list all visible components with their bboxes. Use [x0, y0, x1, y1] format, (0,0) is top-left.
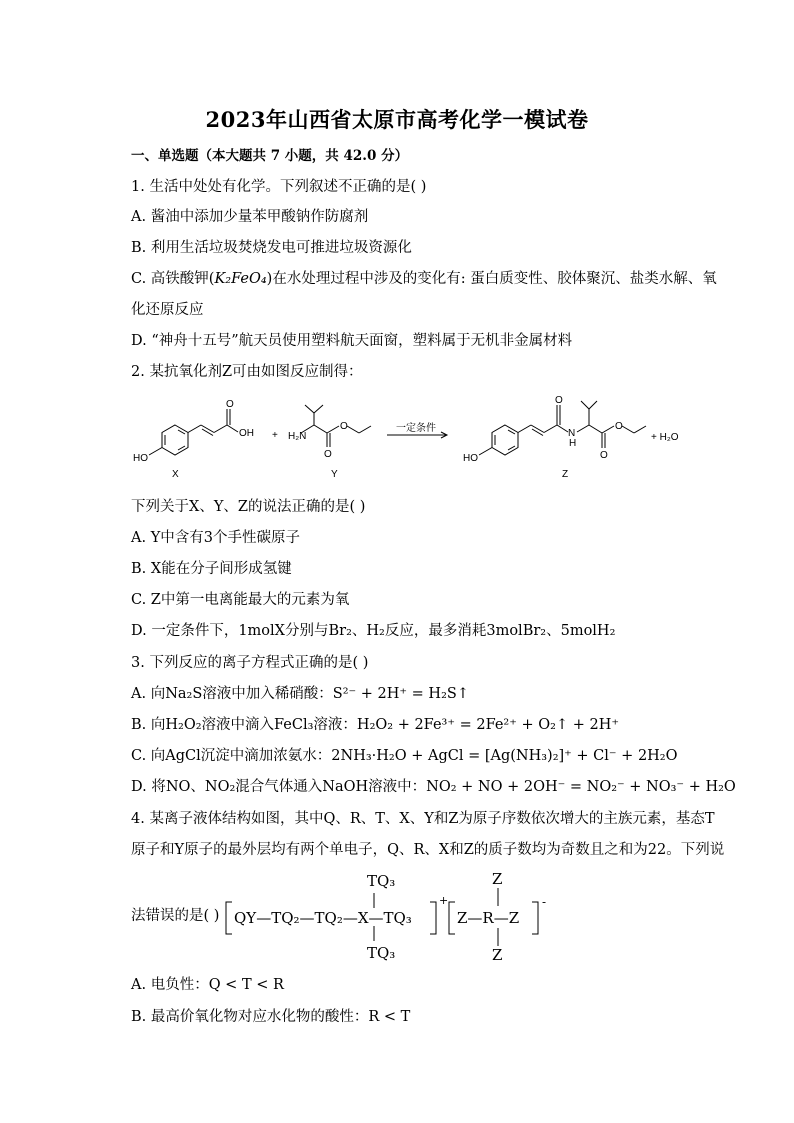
- q1-option-c-continued: 化还原反应: [131, 302, 204, 318]
- q1-option-b: B. 利用生活垃圾焚烧发电可推进垃圾资源化: [131, 240, 412, 256]
- q2-option-c: C. Z中第一电离能最大的元素为氧: [131, 592, 350, 608]
- struct-anion-bottom: Z: [492, 946, 503, 964]
- q4-stem-line2: 原子和Y原子的最外层均有两个单电子，Q、R、X和Z的质子数均为奇数且之和为22。下列说: [131, 842, 725, 858]
- q4-stem-line3: 法错误的是( ): [131, 908, 220, 924]
- struct-anion-middle: Z—R—Z: [457, 909, 520, 927]
- q4-option-b: B. 最高价氧化物对应水化物的酸性：R < T: [131, 1009, 411, 1025]
- q1-option-d: D. “神舟十五号”航天员使用塑料航天面窗，塑料属于无机非金属材料: [131, 333, 573, 349]
- q2-option-a: A. Y中含有3个手性碳原子: [131, 530, 300, 546]
- struct-cation-chain: QY—TQ₂—TQ₂—X—TQ₃: [234, 909, 412, 927]
- q2-question: 下列关于X、Y、Z的说法正确的是( ): [131, 499, 366, 515]
- page-title: 2023年山西省太原市高考化学一模试卷: [205, 107, 589, 132]
- reaction-condition: 一定条件: [396, 423, 436, 434]
- x-phenol-label: HO: [133, 453, 148, 464]
- z-amide-n-label: N: [568, 428, 576, 439]
- struct-cation-charge: +: [439, 894, 449, 907]
- struct-anion-charge: -: [542, 895, 547, 909]
- q1-option-c-formula: K₂FeO₄: [214, 271, 267, 287]
- q3-option-b: B. 向H₂O₂溶液中滴入FeCl₃溶液：H₂O₂ + 2Fe³⁺ = 2Fe²⁺ + O₂↑ + 2H⁺: [131, 717, 620, 733]
- q4-option-a: A. 电负性：Q < T < R: [131, 977, 284, 993]
- water-product: + H₂O: [651, 432, 679, 443]
- y-carbonyl-o-label: O: [324, 449, 332, 460]
- z-carbonyl-o-label: O: [600, 450, 608, 461]
- section-heading: 一、单选题（本大题共 7 小题，共 42.0 分）: [131, 148, 409, 164]
- z-amide-o-label: O: [555, 395, 563, 406]
- z-phenol-label: HO: [463, 453, 478, 464]
- q3-option-c: C. 向AgCl沉淀中滴加浓氨水：2NH₃·H₂O + AgCl = [Ag(NH₃)₂]⁺ + Cl⁻ + 2H₂O: [131, 748, 678, 764]
- x-hydroxyl-label: OH: [239, 428, 254, 439]
- x-carbonyl-o-label: O: [226, 399, 234, 410]
- ionic-liquid-structure: [222, 868, 562, 968]
- x-compound-label: X: [172, 469, 179, 480]
- q1-option-c: [131, 269, 717, 289]
- reaction-scheme: [125, 395, 705, 485]
- q3-stem: 3. 下列反应的离子方程式正确的是( ): [131, 655, 369, 671]
- q1-stem: 1. 生活中处处有化学。下列叙述不正确的是( ): [131, 179, 427, 195]
- z-compound-label: Z: [562, 469, 569, 480]
- q1-option-c-text: )在水处理过程中涉及的变化有: 蛋白质变性、胶体聚沉、盐类水解、氧: [266, 271, 717, 287]
- y-amine-label: H₂N: [288, 431, 307, 442]
- q1-option-c-prefix: C. 高铁酸钾(: [131, 271, 215, 287]
- q1-option-a: A. 酱油中添加少量苯甲酸钠作防腐剂: [131, 209, 369, 225]
- q3-option-d: D. 将NO、NO₂混合气体通入NaOH溶液中：NO₂ + NO + 2OH⁻ = NO₂⁻ + NO₃⁻ + H₂O: [131, 779, 736, 795]
- q4-stem-line1: 4. 某离子液体结构如图，其中Q、R、T、X、Y和Z为原子序数依次增大的主族元素，基态T: [131, 811, 715, 827]
- z-amide-h-label: H: [569, 438, 577, 449]
- struct-top-group: TQ₃: [367, 872, 396, 890]
- q2-option-d: D. 一定条件下，1molX分别与Br₂、H₂反应，最多消耗3molBr₂、5molH₂: [131, 623, 616, 639]
- plus-sign: +: [272, 430, 278, 441]
- q2-stem: 2. 某抗氧化剂Z可由如图反应制得：: [131, 364, 363, 380]
- q3-option-a: A. 向Na₂S溶液中加入稀硝酸：S²⁻ + 2H⁺ = H₂S↑: [131, 686, 469, 702]
- q2-option-b: B. X能在分子间形成氢键: [131, 561, 292, 577]
- z-ester-o-label: O: [615, 421, 623, 432]
- y-ester-o-label: O: [340, 421, 348, 432]
- struct-anion-top: Z: [492, 870, 503, 888]
- struct-bottom-group: TQ₃: [367, 944, 396, 962]
- y-compound-label: Y: [331, 469, 338, 480]
